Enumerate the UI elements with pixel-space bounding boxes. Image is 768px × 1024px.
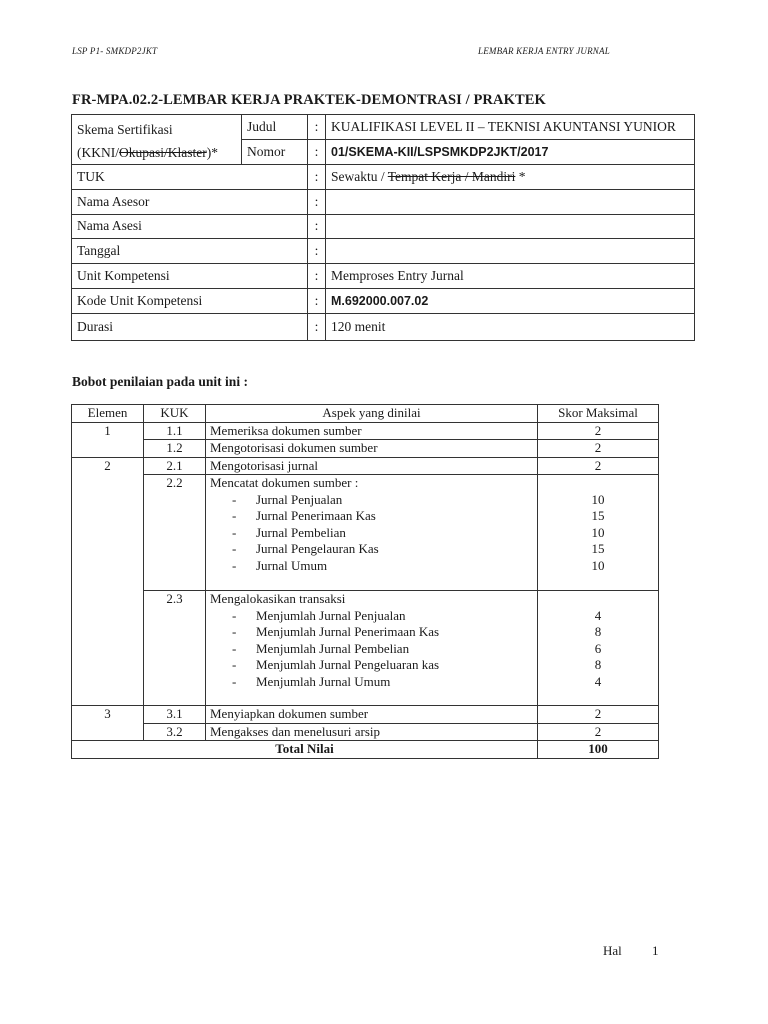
asesor-label: Nama Asesor bbox=[72, 189, 308, 214]
document-title: FR-MPA.02.2-LEMBAR KERJA PRAKTEK-DEMONTRASI / PRAKTEK bbox=[72, 92, 546, 108]
tanggal-value bbox=[326, 239, 695, 264]
section-title: Bobot penilaian pada unit ini : bbox=[72, 374, 248, 389]
kuk-cell: 2.2 bbox=[144, 475, 206, 591]
aspek-cell: Mengotorisasi jurnal bbox=[206, 457, 538, 475]
judul-label: Judul bbox=[242, 115, 308, 140]
table-row bbox=[72, 475, 659, 591]
sub-item: - Jurnal Umum bbox=[232, 557, 328, 573]
table-header-row bbox=[72, 405, 659, 423]
sub-item: - Menjumlah Jurnal Pembelian bbox=[232, 640, 410, 656]
table-row bbox=[72, 440, 659, 458]
skor-cell: 2 bbox=[538, 422, 659, 440]
unit-value: Memproses Entry Jurnal bbox=[326, 264, 695, 289]
kuk-cell: 1.2 bbox=[144, 440, 206, 458]
aspek-cell: Menyiapkan dokumen sumber bbox=[206, 706, 538, 724]
asesi-label: Nama Asesi bbox=[72, 214, 308, 239]
skema-label: Skema Sertifikasi (KKNI/Okupasi/Klaster)* bbox=[72, 115, 242, 165]
aspek-cell: Mencatat dokumen sumber : - Jurnal Penjualan - Jurnal Penerimaan Kas - Jurnal Pembelian - Jurnal Pengelauran Kas - Jurnal Umum bbox=[206, 475, 538, 591]
elemen-cell: 2 bbox=[72, 457, 144, 706]
aspek-cell: Mengakses dan menelusuri arsip bbox=[206, 723, 538, 741]
kuk-cell: 1.1 bbox=[144, 422, 206, 440]
kuk-cell: 3.1 bbox=[144, 706, 206, 724]
asesor-value bbox=[326, 189, 695, 214]
total-row bbox=[72, 741, 659, 759]
total-label: Total Nilai bbox=[72, 741, 538, 759]
header-left: LSP P1- SMKDP2JKT bbox=[72, 46, 158, 56]
aspek-cell: Mengalokasikan transaksi - Menjumlah Jurnal Penjualan - Menjumlah Jurnal Penerimaan Kas - Menjumlah Jurnal Pembelian - Menjumlah Jurnal Pengeluaran kas - Menjumlah Jurnal Umum bbox=[206, 591, 538, 706]
table-row bbox=[72, 457, 659, 475]
kuk-cell: 3.2 bbox=[144, 723, 206, 741]
nomor-value: 01/SKEMA-KII/LSPSMKDP2JKT/2017 bbox=[326, 140, 695, 165]
table-row bbox=[72, 706, 659, 724]
table-row bbox=[72, 422, 659, 440]
sub-item: - Menjumlah Jurnal Umum bbox=[232, 673, 391, 689]
footer-page-label: Hal bbox=[603, 943, 622, 958]
kuk-cell: 2.1 bbox=[144, 457, 206, 475]
total-value: 100 bbox=[538, 741, 659, 759]
table-row bbox=[72, 723, 659, 741]
durasi-label: Durasi bbox=[72, 313, 308, 340]
sub-item: - Jurnal Penerimaan Kas bbox=[232, 508, 376, 523]
skor-cell: 4 8 6 8 4 bbox=[538, 591, 659, 706]
sub-item: - Menjumlah Jurnal Pengeluaran kas bbox=[232, 657, 440, 672]
sub-item: - Menjumlah Jurnal Penerimaan Kas bbox=[232, 624, 440, 639]
info-table: Skema Sertifikasi (KKNI/Okupasi/Klaster)* Judul : KUALIFIKASI LEVEL II – TEKNISI AKUNTANSI YUNIOR Nomor : 01/SKEMA-KII/LSPSMKDP2JKT/2017 TUK : Sewaktu / Tempat Kerja / Mandiri * Nama Asesor : Nama Asesi : Tanggal : Unit Kompetensi : Memproses Entry Jurnal Kode Unit Kompetensi : M.692000.007.02 Durasi : 120 menit bbox=[71, 114, 695, 341]
elemen-cell: 1 bbox=[72, 422, 144, 457]
skor-cell: 10 15 10 15 10 bbox=[538, 475, 659, 591]
score-table bbox=[71, 404, 659, 759]
header-skor: Skor Maksimal bbox=[538, 405, 659, 423]
skor-cell: 2 bbox=[538, 440, 659, 458]
kode-label: Kode Unit Kompetensi bbox=[72, 288, 308, 313]
asesi-value bbox=[326, 214, 695, 239]
aspek-cell: Mengotorisasi dokumen sumber bbox=[206, 440, 538, 458]
table-row bbox=[72, 591, 659, 706]
skor-cell: 2 bbox=[538, 723, 659, 741]
skor-cell: 2 bbox=[538, 457, 659, 475]
kuk-cell: 2.3 bbox=[144, 591, 206, 706]
elemen-cell: 3 bbox=[72, 706, 144, 741]
header-aspek: Aspek yang dinilai bbox=[206, 405, 538, 423]
footer-page-number: 1 bbox=[652, 943, 659, 958]
nomor-label: Nomor bbox=[242, 140, 308, 165]
unit-label: Unit Kompetensi bbox=[72, 264, 308, 289]
skor-cell: 2 bbox=[538, 706, 659, 724]
durasi-value: 120 menit bbox=[326, 313, 695, 340]
tuk-label: TUK bbox=[72, 165, 308, 190]
sub-item: - Menjumlah Jurnal Penjualan bbox=[232, 607, 406, 623]
tanggal-label: Tanggal bbox=[72, 239, 308, 264]
tuk-value: Sewaktu / Tempat Kerja / Mandiri * bbox=[326, 165, 695, 190]
header-right: LEMBAR KERJA ENTRY JURNAL bbox=[478, 46, 610, 56]
sub-item: - Jurnal Penjualan bbox=[232, 491, 343, 507]
aspek-cell: Memeriksa dokumen sumber bbox=[206, 422, 538, 440]
sub-item: - Jurnal Pengelauran Kas bbox=[232, 541, 379, 556]
header-kuk: KUK bbox=[144, 405, 206, 423]
kode-value: M.692000.007.02 bbox=[326, 288, 695, 313]
judul-value: KUALIFIKASI LEVEL II – TEKNISI AKUNTANSI YUNIOR bbox=[326, 115, 695, 140]
header-elemen: Elemen bbox=[72, 405, 144, 423]
sub-item: - Jurnal Pembelian bbox=[232, 524, 346, 540]
